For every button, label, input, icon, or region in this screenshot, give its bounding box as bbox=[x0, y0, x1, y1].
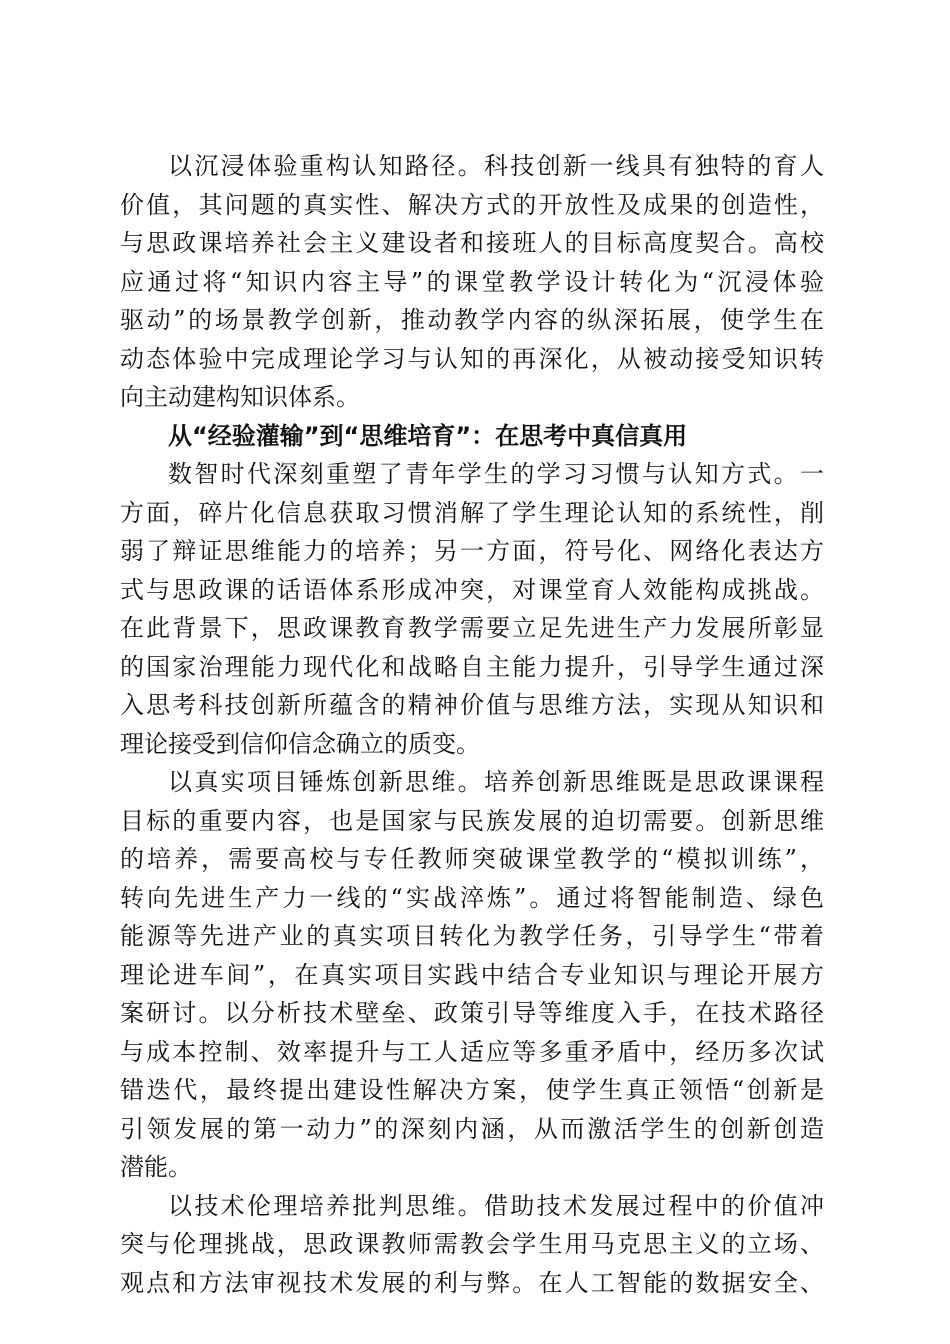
paragraph-line: 观点和方法审视技术发展的利与弊。在人工智能的数据安全、 bbox=[120, 1268, 824, 1297]
paragraph-line: 突与伦理挑战，思政课教师需教会学生用马克思主义的立场、 bbox=[120, 1230, 824, 1258]
paragraph-line: 入思考科技创新所蕴含的精神价值与思维方法，实现从知识和 bbox=[120, 691, 824, 719]
paragraph-line: 方面，碎片化信息获取习惯消解了学生理论认知的系统性，削 bbox=[120, 498, 824, 527]
paragraph-line: 理论进车间”，在真实项目实践中结合专业知识与理论开展方 bbox=[120, 960, 824, 989]
paragraph-line: 以沉浸体验重构认知路径。科技创新一线具有独特的育人 bbox=[168, 152, 824, 180]
paragraph-line: 数智时代深刻重塑了青年学生的学习习惯与认知方式。一 bbox=[168, 460, 824, 488]
paragraph-line: 动态体验中完成理论学习与认知的再深化，从被动接受知识转 bbox=[120, 344, 824, 373]
paragraph-line: 案研讨。以分析技术壁垒、政策引导等维度入手，在技术路径 bbox=[120, 999, 824, 1027]
article-body bbox=[120, 147, 824, 1302]
paragraph-line: 转向先进生产力一线的“实战淬炼”。通过将智能制造、绿色 bbox=[120, 883, 824, 912]
paragraph-line: 的国家治理能力现代化和战略自主能力提升，引导学生通过深 bbox=[120, 652, 824, 681]
paragraph-line: 与思政课培养社会主义建设者和接班人的目标高度契合。高校 bbox=[120, 229, 824, 257]
paragraph-line: 目标的重要内容，也是国家与民族发展的迫切需要。创新思维 bbox=[120, 806, 824, 835]
section-heading-text: 从“经验灌输”到“思维培育”：在思考中真信真用 bbox=[168, 421, 688, 450]
paragraph-line: 与成本控制、效率提升与工人适应等多重矛盾中，经历多次试 bbox=[120, 1037, 824, 1066]
section-heading bbox=[120, 417, 824, 456]
paragraph-real-projects bbox=[120, 763, 824, 1187]
paragraph-immersive-experience bbox=[120, 147, 824, 417]
paragraph-line: 弱了辩证思维能力的培养；另一方面，符号化、网络化表达方 bbox=[120, 537, 824, 565]
paragraph-tech-ethics bbox=[120, 1187, 824, 1303]
paragraph-line: 向主动建构知识体系。 bbox=[120, 383, 360, 411]
paragraph-line: 应通过将“知识内容主导”的课堂教学设计转化为“沉浸体验 bbox=[120, 267, 824, 296]
paragraph-line: 的培养，需要高校与专任教师突破课堂教学的“模拟训练”， bbox=[120, 845, 824, 873]
paragraph-line: 能源等先进产业的真实项目转化为教学任务，引导学生“带着 bbox=[120, 922, 824, 950]
paragraph-line: 在此背景下，思政课教育教学需要立足先进生产力发展所彰显 bbox=[120, 614, 824, 642]
paragraph-line: 价值，其问题的真实性、解决方式的开放性及成果的创造性， bbox=[120, 190, 824, 219]
paragraph-line: 式与思政课的话语体系形成冲突，对课堂育人效能构成挑战。 bbox=[120, 575, 824, 604]
paragraph-line: 潜能。 bbox=[120, 1153, 192, 1181]
paragraph-line: 以真实项目锤炼创新思维。培养创新思维既是思政课课程 bbox=[168, 768, 824, 796]
paragraph-digital-era bbox=[120, 455, 824, 763]
paragraph-line: 驱动”的场景教学创新，推动教学内容的纵深拓展，使学生在 bbox=[120, 306, 824, 334]
paragraph-line: 错迭代，最终提出建设性解决方案，使学生真正领悟“创新是 bbox=[120, 1076, 824, 1104]
paragraph-line: 引领发展的第一动力”的深刻内涵，从而激活学生的创新创造 bbox=[120, 1114, 824, 1143]
paragraph-line: 以技术伦理培养批判思维。借助技术发展过程中的价值冲 bbox=[168, 1191, 824, 1220]
paragraph-line: 理论接受到信仰信念确立的质变。 bbox=[120, 729, 480, 758]
